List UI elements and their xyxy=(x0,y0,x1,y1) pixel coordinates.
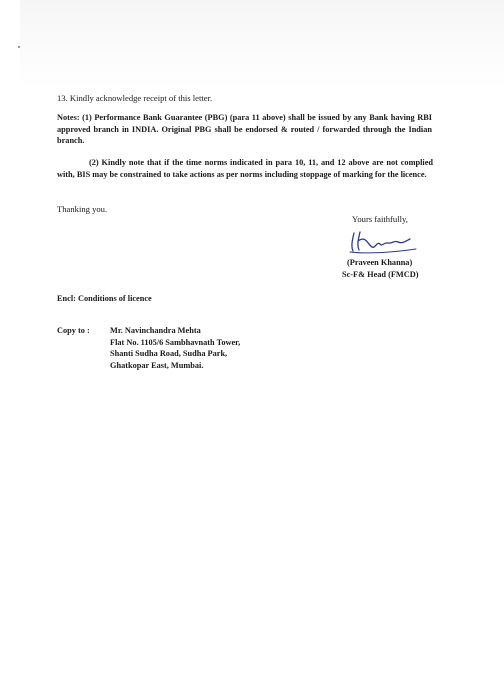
scan-shadow xyxy=(20,0,504,90)
address-line: Shanti Sudha Road, Sudha Park, xyxy=(110,349,228,359)
acknowledge-paragraph: 13. Kindly acknowledge receipt of this letter. xyxy=(57,93,213,103)
address-line: Flat No. 1105/6 Sambhavnath Tower, xyxy=(110,337,241,347)
copy-to-recipient: Mr. Navinchandra Mehta xyxy=(110,326,201,335)
signatory-name: (Praveen Khanna) xyxy=(347,258,413,267)
closing-line: Yours faithfully, xyxy=(352,214,408,224)
address-line: Ghatkopar East, Mumbai. xyxy=(110,360,204,370)
enclosure-line: Encl: Conditions of licence xyxy=(57,294,152,303)
copy-to-label: Copy to : xyxy=(57,326,90,335)
notes-paragraph-2: (2) Kindly note that if the time norms indicated in para 10, 11, and 12 above are not complied with, BIS may be constrained to take actions as per norms including stoppage of marking for the licence. xyxy=(57,158,433,179)
handwritten-signature xyxy=(338,227,423,257)
signatory-title: Sc-F& Head (FMCD) xyxy=(342,270,419,279)
copy-to-address xyxy=(110,337,240,372)
copy-to-block xyxy=(57,325,241,370)
thanking-line: Thanking you. xyxy=(57,204,108,214)
scan-speck xyxy=(18,46,20,48)
notes-paragraph-1: Notes: (1) Performance Bank Guarantee (PBG) (para 11 above) shall be issued by any Bank having RBI approved branch in INDIA. Original PBG shall be endorsed & routed / forwarded through the Indian branch. xyxy=(57,113,432,145)
